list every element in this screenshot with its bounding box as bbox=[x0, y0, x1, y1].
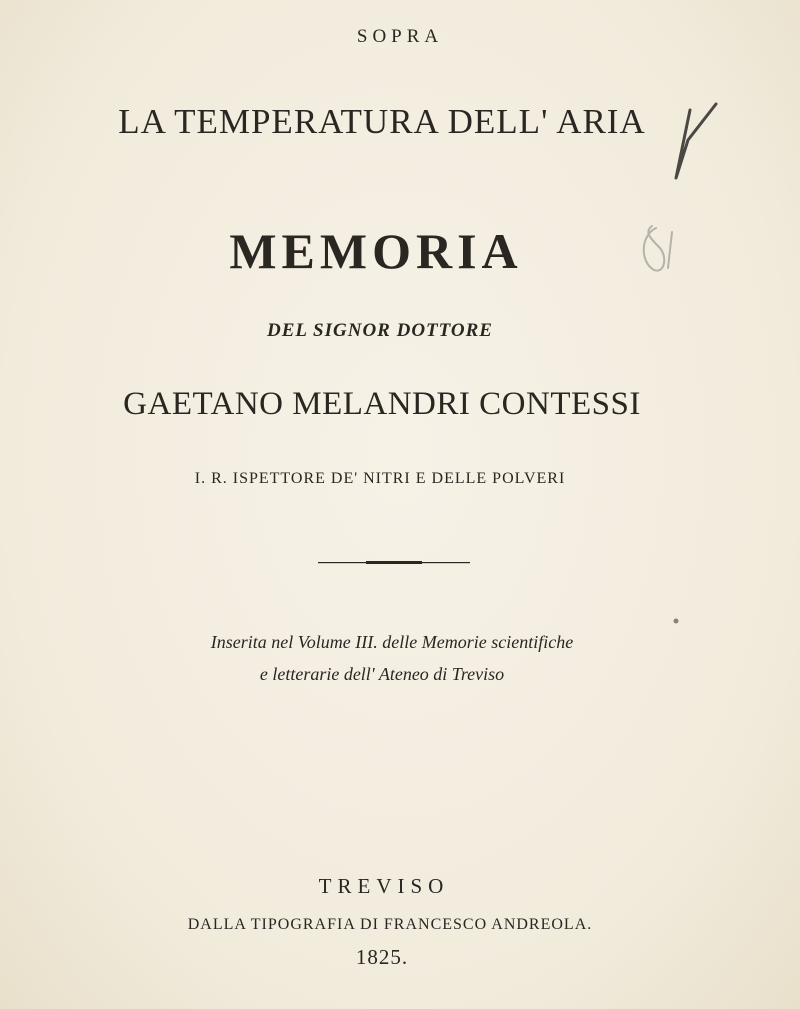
author-name: GAETANO MELANDRI CONTESSI bbox=[123, 386, 641, 422]
publication-note-line-2: e letterarie dell' Ateneo di Treviso bbox=[259, 664, 505, 684]
paper-spot bbox=[674, 619, 679, 624]
imprint-city: TREVISO bbox=[318, 874, 450, 898]
byline: DEL SIGNOR DOTTORE bbox=[267, 320, 493, 341]
publication-note-line-1: Inserita nel Volume III. delle Memorie scientifiche bbox=[210, 632, 574, 652]
ornamental-rule bbox=[318, 561, 470, 564]
imprint-year: 1825. bbox=[355, 945, 409, 969]
above-title: SOPRA bbox=[356, 26, 444, 47]
title-line-2: MEMORIA bbox=[229, 223, 523, 279]
author-role: I. R. ISPETTORE DE' NITRI E DELLE POLVERI bbox=[194, 470, 566, 487]
title-line-1: LA TEMPERATURA DELL' ARIA bbox=[118, 102, 646, 141]
imprint-printer: DALLA TIPOGRAFIA DI FRANCESCO ANDREOLA. bbox=[187, 916, 593, 933]
